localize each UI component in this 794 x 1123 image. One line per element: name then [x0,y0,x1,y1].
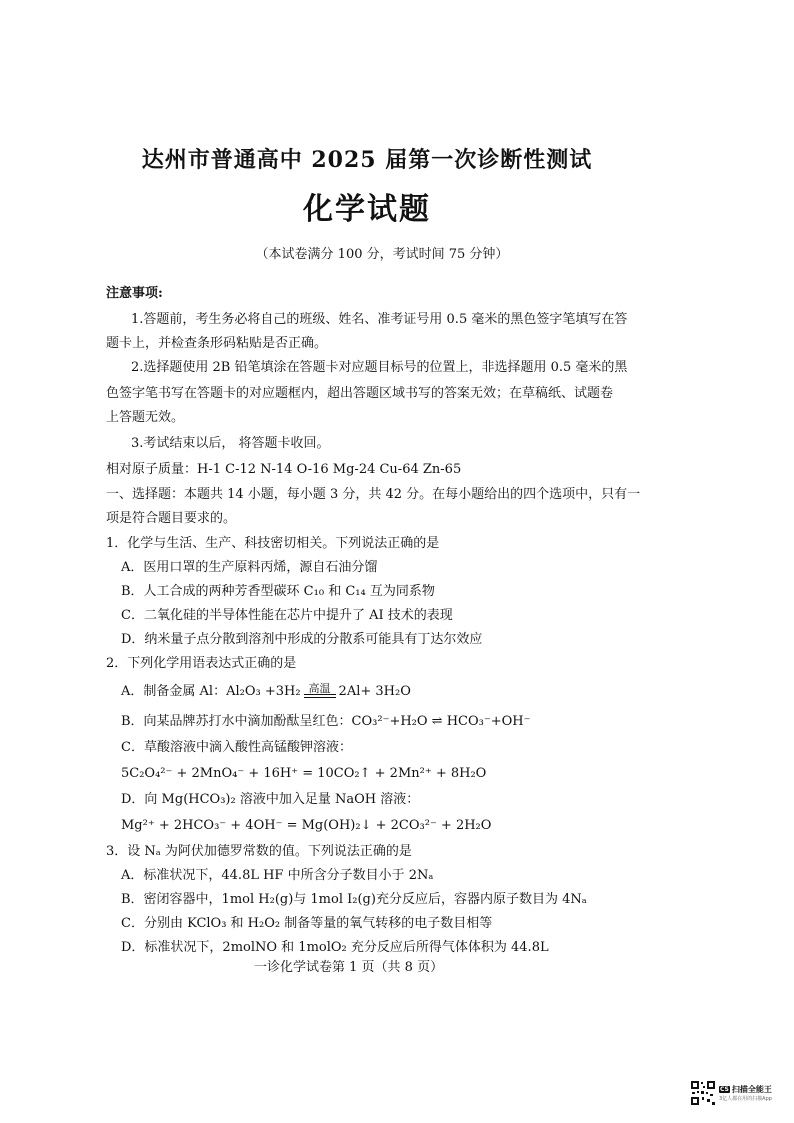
q3-option-c: C．分别由 KClO₃ 和 H₂O₂ 制备等量的氧气转移的电子数目相等 [121,916,493,931]
qr-code-icon [690,1080,716,1106]
q2-d-equation: Mg²⁺ + 2HCO₃⁻ + 4OH⁻ = Mg(OH)₂↓ + 2CO₃²⁻ + 2H₂O [121,818,492,833]
exam-title: 达州市普通高中 2025 届第一次诊断性测试 [141,147,593,173]
q2-option-b: B．向某品牌苏打水中滴加酚酞呈红色：CO₃²⁻+H₂O ⇌ HCO₃⁻+OH⁻ [121,714,531,729]
q2-a-condition: 高温 [308,682,331,695]
camscanner-logo-icon: CS [720,1086,729,1093]
notice-heading: 注意事项: [106,286,163,301]
q2-option-c: C．草酸溶液中滴入酸性高锰酸钾溶液： [121,740,352,755]
question-2-stem: 2．下列化学用语表达式正确的是 [106,656,297,671]
q2-option-d: D．向 Mg(HCO₃)₂ 溶液中加入足量 NaOH 溶液： [121,792,420,807]
watermark-brand: 扫描全能王 [731,1085,772,1094]
q1-option-d: D．纳米量子点分散到溶剂中形成的分散系可能具有丁达尔效应 [121,632,483,647]
q3-option-a: A．标准状况下，44.8L HF 中所含分子数目小于 2Nₐ [121,868,434,883]
q1-option-a: A．医用口罩的生产原料丙烯，源自石油分馏 [121,560,378,575]
notice-item: 1.答题前，考生务必将自己的班级、姓名、准考证号用 0.5 毫米的黑色签字笔填写在答 [131,312,628,327]
watermark-tagline: 3亿人都在用的扫描App [719,1096,772,1102]
notice-item: 上答题无效。 [106,410,185,425]
section-heading-cont: 项是符合题目要求的。 [106,511,237,526]
question-3-stem: 3．设 Nₐ 为阿伏加德罗常数的值。下列说法正确的是 [106,844,412,859]
page-footer: 一诊化学试卷第 1 页（共 8 页） [254,960,444,975]
q2-a-rest: 2Al+ 3H₂O [338,684,411,699]
exam-note: （本试卷满分 100 分，考试时间 75 分钟） [255,247,509,262]
q2-option-a [121,684,411,700]
notice-item: 3.考试结束以后， 将答题卡收回。 [131,436,330,451]
q1-option-c: C．二氧化硅的半导体性能在芯片中提升了 AI 技术的表现 [121,608,453,623]
q3-option-d: D．标准状况下，2molNO 和 1molO₂ 充分反应后所得气体体积为 44.8L [121,940,549,955]
atomic-masses: 相对原子质量：H-1 C-12 N-14 O-16 Mg-24 Cu-64 Zn-65 [106,462,462,477]
subject-title: 化学试题 [303,192,431,227]
notice-item: 色签字笔书写在答题卡的对应题框内，超出答题区域书写的答案无效；在草稿纸、试题卷 [106,386,614,401]
q2-a-label: A．制备金属 Al：Al₂O₃ +3H₂ [121,684,301,699]
notice-item: 2.选择题使用 2B 铅笔填涂在答题卡对应题目标号的位置上，非选择题用 0.5 毫米的黑 [131,360,628,375]
notice-item: 题卡上，并检查条形码粘贴是否正确。 [106,336,328,351]
q2-c-equation: 5C₂O₄²⁻ + 2MnO₄⁻ + 16H⁺ = 10CO₂↑ + 2Mn²⁺ + 8H₂O [121,766,487,781]
question-1-stem: 1．化学与生活、生产、科技密切相关。下列说法正确的是 [106,536,440,551]
q1-option-b: B．人工合成的两种芳香型碳环 C₁₀ 和 C₁₄ 互为同系物 [121,584,435,599]
q3-option-b: B．密闭容器中，1mol H₂(g)与 1mol I₂(g)充分反应后，容器内原子数目为 4Nₐ [121,892,587,907]
equals-sign-icon [304,694,336,698]
section-heading: 一、选择题：本题共 14 小题，每小题 3 分，共 42 分。在每小题给出的四个选项中，只有一 [106,487,641,502]
scanner-watermark [690,1080,780,1106]
